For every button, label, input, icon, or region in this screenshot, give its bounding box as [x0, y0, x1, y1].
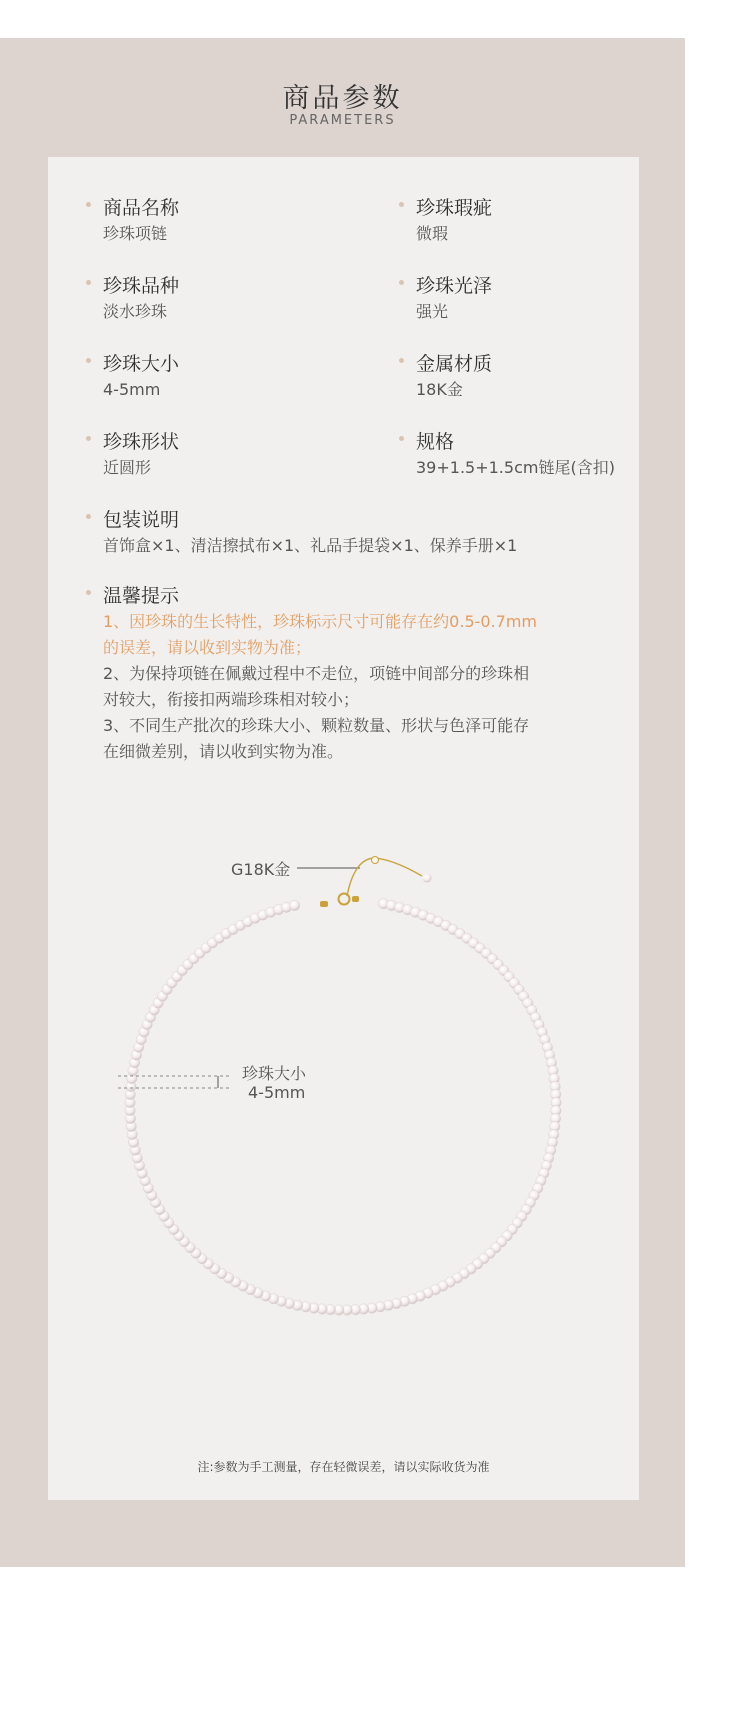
section-subtitle: PARAMETERS [289, 113, 396, 128]
param-label: 包装说明 [103, 509, 180, 531]
param-value: 39+1.5+1.5cm链尾(含扣) [416, 458, 615, 477]
param-value: 微瑕 [416, 224, 449, 243]
param-value: 珍珠项链 [103, 224, 168, 243]
param-label: 珍珠瑕疵 [416, 197, 493, 219]
param-label: 珍珠光泽 [416, 275, 493, 297]
param-value: 首饰盒×1、清洁擦拭布×1、礼品手提袋×1、保养手册×1 [103, 536, 518, 555]
param-label: 珍珠形状 [103, 431, 180, 453]
footer-note: 注:参数为手工测量，存在轻微误差，请以实际收货为准 [197, 1460, 490, 1474]
pearl-strand [125, 899, 561, 1316]
clasp-end-cap [320, 901, 328, 907]
pearl-size-value: 4-5mm [248, 1083, 306, 1102]
param-value: 强光 [416, 302, 449, 321]
param-value: 淡水珍珠 [103, 302, 168, 321]
param-label: 金属材质 [416, 353, 493, 375]
param-value: 近圆形 [103, 458, 152, 477]
spring-ring-clasp [339, 894, 350, 905]
tip-line: 3、不同生产批次的珍珠大小、颗粒数量、形状与色泽可能存 [103, 716, 530, 735]
param-label: 规格 [416, 431, 455, 453]
clasp-end-cap [352, 896, 359, 902]
param-label: 珍珠品种 [103, 275, 180, 297]
tips-label: 温馨提示 [103, 585, 180, 607]
param-label: 珍珠大小 [103, 353, 180, 375]
param-label: 商品名称 [103, 197, 180, 219]
tip-line-highlight: 的误差，请以收到实物为准； [103, 638, 312, 657]
gold-material-label: G18K金 [231, 860, 291, 879]
tip-line-highlight: 1、因珍珠的生长特性，珍珠标示尺寸可能存在约0.5-0.7mm [103, 612, 538, 631]
tip-line: 在细微差别，请以收到实物为准。 [103, 742, 344, 761]
tip-line: 对较大，衔接扣两端珍珠相对较小； [103, 690, 360, 709]
chain-bead [372, 857, 379, 864]
pearl-bead [289, 900, 299, 910]
tip-line: 2、为保持项链在佩戴过程中不走位，项链中间部分的珍珠相 [103, 664, 530, 683]
param-value: 18K金 [416, 380, 463, 399]
tail-pearl [423, 874, 432, 883]
section-title: 商品参数 [282, 83, 403, 114]
param-value: 4-5mm [103, 380, 161, 399]
gold-chain [347, 858, 422, 896]
pearl-size-label: 珍珠大小 [242, 1064, 307, 1083]
